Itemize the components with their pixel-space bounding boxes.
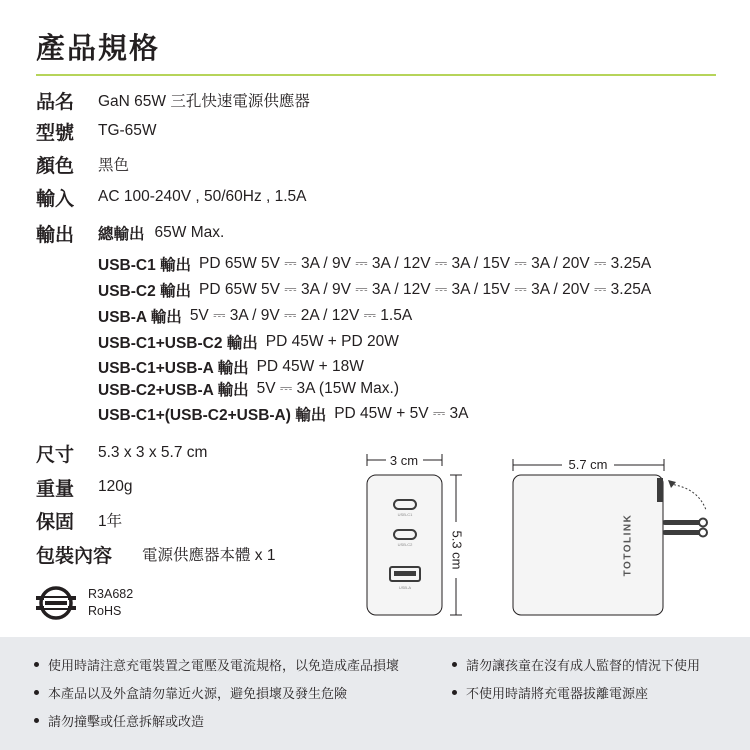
depth-label: 5.7 cm <box>568 457 608 472</box>
output-line-name: USB-A 輸出 <box>98 309 182 326</box>
note-text: 使用時請注意充電裝置之電壓及電流規格，以免造成產品損壞 <box>48 658 400 673</box>
output-line-name: USB-C2+USB-A 輸出 <box>98 382 249 399</box>
output-line-name: USB-C1+USB-C2 輸出 <box>98 335 258 352</box>
bullet-icon <box>34 718 39 723</box>
note-text: 請勿撞擊或任意拆解或改造 <box>48 714 205 729</box>
output-line-spec: 5V ⎓ 3A / 9V ⎓ 2A / 12V ⎓ 1.5A <box>189 307 413 324</box>
spec-value-model: TG-65W <box>98 122 157 139</box>
output-line-spec: PD 45W + PD 20W <box>265 333 399 350</box>
note-item <box>452 655 700 674</box>
spec-value-package: 電源供應器本體 x 1 <box>142 547 276 564</box>
spec-label-model: 型號 <box>36 122 75 144</box>
spec-label-size: 尺寸 <box>36 444 75 466</box>
spec-label-package: 包裝內容 <box>36 545 113 567</box>
width-dimension <box>367 453 442 468</box>
spec-value-size: 5.3 x 3 x 5.7 cm <box>98 444 208 461</box>
bullet-icon <box>452 690 457 695</box>
note-text: 本產品以及外盒請勿靠近火源，避免損壞及發生危險 <box>48 686 348 701</box>
port-label: USB-A <box>398 585 412 590</box>
spec-value-weight: 120g <box>98 478 133 495</box>
output-line-spec: PD 65W 5V ⎓ 3A / 9V ⎓ 3A / 12V ⎓ 3A / 15V ⎓ 3A / 20V ⎓ 3.25A <box>199 255 652 272</box>
note-item <box>452 683 648 702</box>
note-item <box>34 711 204 730</box>
charger-side-view <box>513 475 663 615</box>
output-line-spec: PD 65W 5V ⎓ 3A / 9V ⎓ 3A / 12V ⎓ 3A / 15V ⎓ 3A / 20V ⎓ 3.25A <box>199 281 652 298</box>
port-label: USB-C2 <box>397 542 413 547</box>
output-line-name: USB-C1+USB-A 輸出 <box>98 360 249 377</box>
bullet-icon <box>34 690 39 695</box>
spec-label-weight: 重量 <box>36 478 75 500</box>
plug-hinge <box>657 478 663 502</box>
output-total-value: 65W Max. <box>154 224 225 241</box>
spec-label-output: 輸出 <box>36 224 75 246</box>
spec-value-warranty: 1年 <box>98 513 123 530</box>
certification-code: R3A682 <box>88 587 134 601</box>
rohs-label: RoHS <box>88 604 122 618</box>
port-label: USB-C1 <box>397 512 413 517</box>
output-line-spec: PD 45W + 18W <box>256 358 364 375</box>
note-text: 請勿讓孩童在沒有成人監督的情況下使用 <box>466 658 701 673</box>
width-label: 3 cm <box>389 453 419 468</box>
output-line-name: USB-C1 輸出 <box>98 257 192 274</box>
output-line-name: USB-C1+(USB-C2+USB-A) 輸出 <box>98 407 327 424</box>
note-item <box>34 683 347 702</box>
bullet-icon <box>34 662 39 667</box>
brand-logo: TOTOLINK <box>622 513 634 577</box>
height-label: 5.3 cm <box>449 530 465 570</box>
bullet-icon <box>452 662 457 667</box>
spec-value-input: AC 100-240V , 50/60Hz , 1.5A <box>98 188 307 205</box>
spec-value-color: 黑色 <box>98 157 130 174</box>
output-line-name: USB-C2 輸出 <box>98 283 192 300</box>
note-text: 不使用時請將充電器拔離電源座 <box>466 686 649 701</box>
spec-value-name: GaN 65W 三孔快速電源供應器 <box>98 93 310 110</box>
output-line-spec: PD 45W + 5V ⎓ 3A <box>334 405 469 422</box>
output-line-spec: 5V ⎓ 3A (15W Max.) <box>256 380 400 397</box>
page-title: 產品規格 <box>36 33 161 65</box>
note-item <box>34 655 399 674</box>
spec-label-input: 輸入 <box>36 188 75 210</box>
spec-label-warranty: 保固 <box>36 511 75 533</box>
output-total-name: 總輸出 <box>98 226 145 243</box>
spec-label-name: 品名 <box>36 91 75 113</box>
depth-dimension <box>513 457 664 472</box>
spec-label-color: 顏色 <box>36 155 75 177</box>
height-dimension <box>450 475 465 615</box>
fold-arrow-icon <box>670 484 706 510</box>
